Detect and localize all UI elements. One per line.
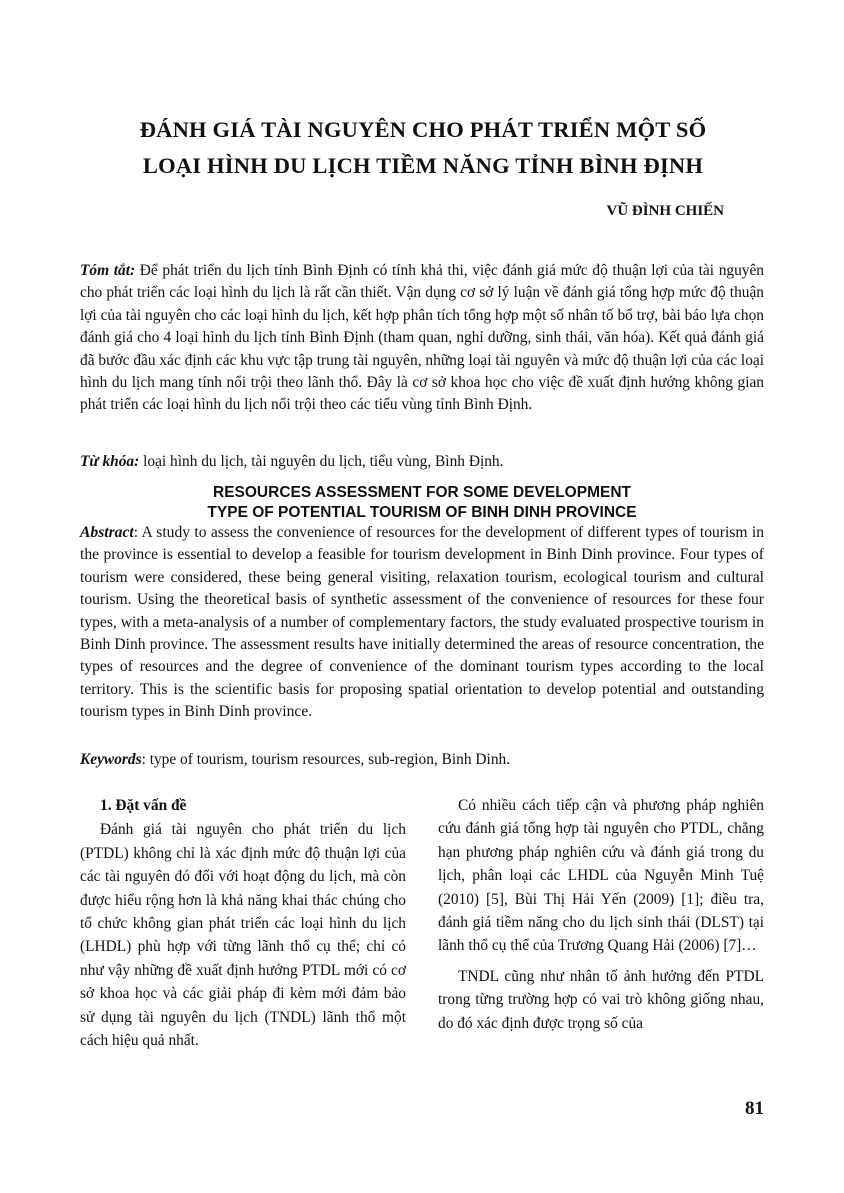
keywords-vietnamese [80, 451, 764, 473]
keywords-english [80, 749, 764, 771]
body-column-right [438, 794, 764, 1035]
paper-title [80, 112, 766, 184]
keywords-vi-label: Từ khóa: [80, 453, 140, 470]
body-column-left [80, 794, 406, 1052]
body-paragraph: TNDL cũng như nhân tố ảnh hưởng đến PTDL trong từng trường hợp có vai trò không giống nhau, do đó xác định được trọng số của [438, 967, 764, 1032]
paper-title-line-2: LOẠI HÌNH DU LỊCH TIỀM NĂNG TỈNH BÌNH ĐỊNH [142, 153, 704, 178]
paper-title-line-1: ĐÁNH GIÁ TÀI NGUYÊN CHO PHÁT TRIỂN MỘT SỐ [139, 117, 707, 142]
abstract-vi-text: Để phát triển du lịch tỉnh Bình Định có tính khả thi, việc đánh giá mức độ thuận lợi của tài nguyên cho phát triển các loại hình du lịch là rất cần thiết. Vận dụng cơ sở lý luận về đánh giá tổng hợp mức độ thuận lợi của tài nguyên cho các loại hình du lịch, kết hợp phân tích tổng hợp một số nhân tố bổ trợ, bài báo lựa chọn đánh giá cho 4 loại hình du lịch tỉnh Bình Định (tham quan, nghỉ dưỡng, sinh thái, văn hóa). Kết quả đánh giá đã bước đầu xác định các khu vực tập trung tài nguyên, những loại tài nguyên và mức độ thuận lợi của các loại hình du lịch mang tính nổi trội theo lãnh thổ. Đây là cơ sở khoa học cho việc đề xuất định hướng không gian phát triển các loại hình du lịch nổi trội theo các tiểu vùng tỉnh Bình Định. [80, 262, 764, 414]
section-heading: 1. Đặt vấn đề [100, 797, 187, 814]
english-title [80, 483, 764, 523]
english-title-line-2: TYPE OF POTENTIAL TOURISM OF BINH DINH PROVINCE [207, 504, 637, 521]
page-number: 81 [745, 1098, 764, 1119]
abstract-en-text: : A study to assess the convenience of resources for the development of different types of tourism in the province is essential to develop a feasible for tourism development in Binh Dinh province. Four types of tourism were considered, these being general visiting, relaxation tourism, ecological tourism and cultural tourism. Using the theoretical basis of synthetic assessment of the convenience of resources for these four types, with a meta-analysis of a number of complementary factors, the study evaluated prospective tourism in Binh Dinh province. The assessment results have initially determined the areas of resource concentration, the types of resources and the degree of convenience of the dominant tourism types according to the local territory. This is the scientific basis for proposing spatial orientation to develop potential and outstanding tourism types in Binh Dinh province. [80, 524, 764, 721]
body-paragraph: Có nhiều cách tiếp cận và phương pháp nghiên cứu đánh giá tổng hợp tài nguyên cho PTDL, chẳng hạn phương pháp nghiên cứu và đánh giá trong du lịch, phân loại các LHDL của Nguyễn Minh Tuệ (2010) [5], Bùi Thị Hải Yến (2009) [1]; điều tra, đánh giá tiềm năng cho du lịch sinh thái (DLST) tại lãnh thổ cụ thể của Trương Quang Hải (2006) [7]… [438, 797, 764, 955]
abstract-vi-label: Tóm tắt: [80, 262, 136, 279]
abstract-en-label: Abstract [80, 524, 134, 541]
keywords-en-text: : type of tourism, tourism resources, sub-region, Binh Dinh. [141, 751, 511, 768]
english-title-line-1: RESOURCES ASSESSMENT FOR SOME DEVELOPMENT [213, 484, 631, 501]
abstract-vietnamese [80, 260, 764, 417]
body-paragraph: Đánh giá tài nguyên cho phát triển du lịch (PTDL) không chỉ là xác định mức độ thuận lợi của các tài nguyên đó đối với hoạt động du lịch, mà còn được hiểu rộng hơn là khả năng khai thác chúng cho tổ chức không gian phát triển các loại hình du lịch (LHDL) phù hợp với từng lãnh thổ cụ thể; chỉ có như vậy những đề xuất định hướng PTDL mới có cơ sở khoa học và các giải pháp đi kèm mới đảm bảo sử dụng tài nguyên du lịch (TNDL) lãnh thổ một cách hiệu quả nhất. [80, 821, 406, 1050]
keywords-en-label: Keywords [80, 751, 142, 768]
author-name: VŨ ĐÌNH CHIẾN [606, 203, 724, 219]
keywords-vi-text: loại hình du lịch, tài nguyên du lịch, tiểu vùng, Bình Định. [139, 453, 504, 470]
abstract-english [80, 522, 764, 724]
